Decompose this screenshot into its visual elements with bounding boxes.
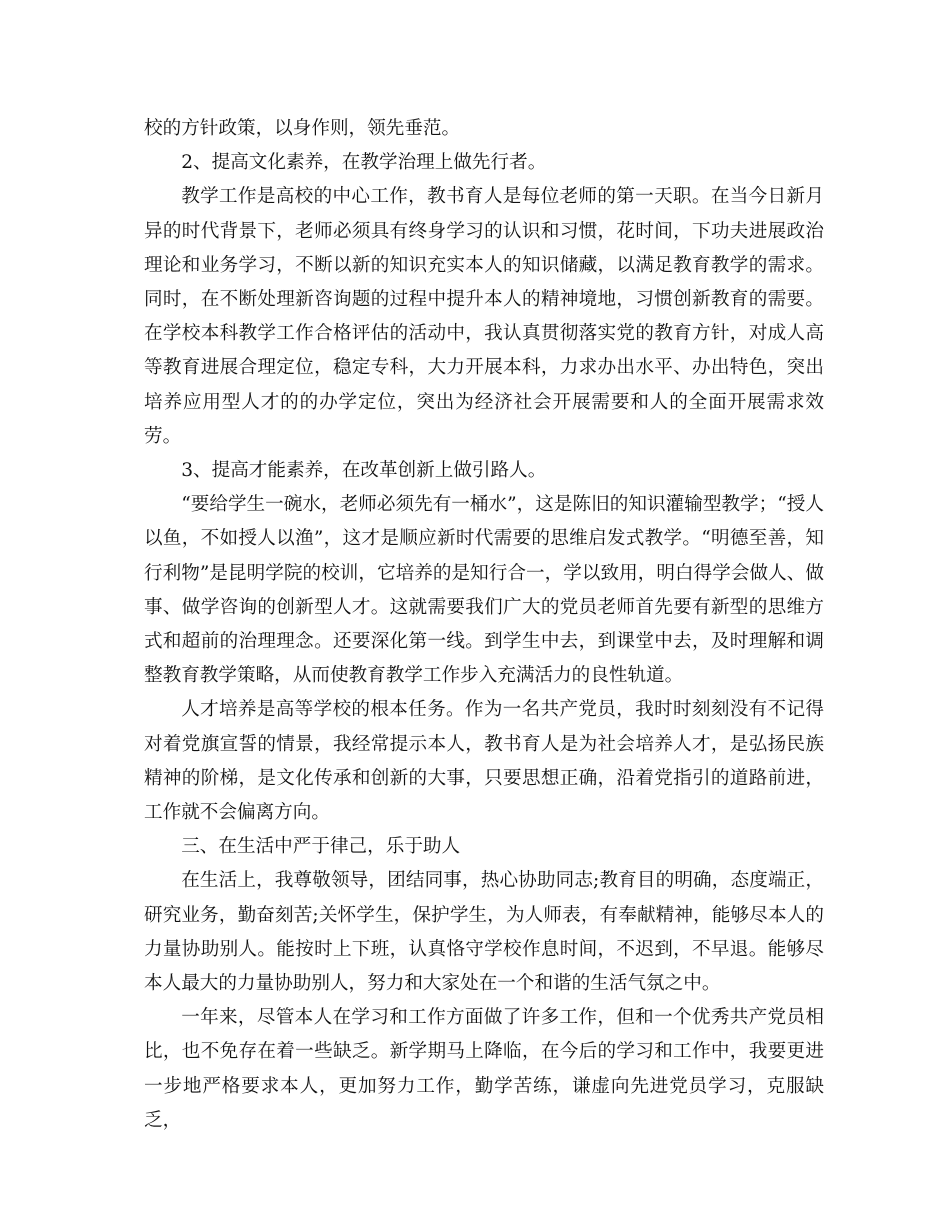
paragraph-year-summary: 一年来，尽管本人在学习和工作方面做了许多工作，但和一个优秀共产党员相比，也不免存在着一些缺乏。新学期马上降临，在今后的学习和工作中，我要更进一步地严格要求本人，更加努力工作，勤学苦练，谦虚向先进党员学习，克服缺乏， bbox=[144, 1007, 824, 1131]
paragraph-teaching-work: 教学工作是高校的中心工作，教书育人是每位老师的第一天职。在当今日新月异的时代背景下，老师必须具有终身学习的认识和习惯，花时间，下功夫进展政治理论和业务学习，不断以新的知识充实本人的知识储藏，以满足教育教学的需求。同时，在不断处理新咨询题的过程中提升本人的精神境地，习惯创新教育的需要。在学校本科教学工作合格评估的活动中，我认真贯彻落实党的教育方针，对成人高等教育进展合理定位，稳定专科，大力开展本科，力求办出水平、办出特色，突出培养应用型人才的的办学定位，突出为经济社会开展需要和人的全面开展需求效劳。 bbox=[144, 186, 824, 447]
document-body bbox=[144, 112, 824, 1138]
paragraph-teaching-method: “要给学生一碗水，老师必须先有一桶水”，这是陈旧的知识灌输型教学；“授人以鱼，不如授人以渔”，这才是顺应新时代需要的思维启发式教学。“明德至善，知行利物”是昆明学院的校训，它培养的是知行合一，学以致用，明白得学会做人、做事、做学咨询的创新型人才。这就需要我们广大的党员老师首先要有新型的思维方式和超前的治理理念。还要深化第一线。到学生中去，到课堂中去，及时理解和调整教育教学策略，从而使教育教学工作步入充满活力的良性轨道。 bbox=[144, 494, 824, 687]
paragraph-talent-cultivation: 人才培养是高等学校的根本任务。作为一名共产党员，我时时刻刻没有不记得对着党旗宣誓的情景，我经常提示本人，教书育人是为社会培养人才，是弘扬民族精神的阶梯，是文化传承和创新的大事，只要思想正确，沿着党指引的道路前进，工作就不会偏离方向。 bbox=[144, 699, 824, 824]
heading-cultural-literacy: 2、提高文化素养，在教学治理上做先行者。 bbox=[181, 152, 547, 174]
paragraph-life-conduct: 在生活上，我尊敬领导，团结同事，热心协助同志;教育目的明确，态度端正，研究业务，勤奋刻苦;关怀学生，保护学生，为人师表，有奉献精神，能够尽本人的力量协助别人。能按时上下班，认真恪守学校作息时间，不迟到，不早退。能够尽本人最大的力量协助别人，努力和大家处在一个和谐的生活气氛之中。 bbox=[144, 870, 824, 995]
heading-ability-literacy: 3、提高才能素养，在改革创新上做引路人。 bbox=[181, 460, 547, 482]
paragraph-policy-continuation: 校的方针政策，以身作则，领先垂范。 bbox=[144, 118, 461, 139]
heading-self-discipline: 三、在生活中严于律己，乐于助人 bbox=[181, 836, 461, 858]
